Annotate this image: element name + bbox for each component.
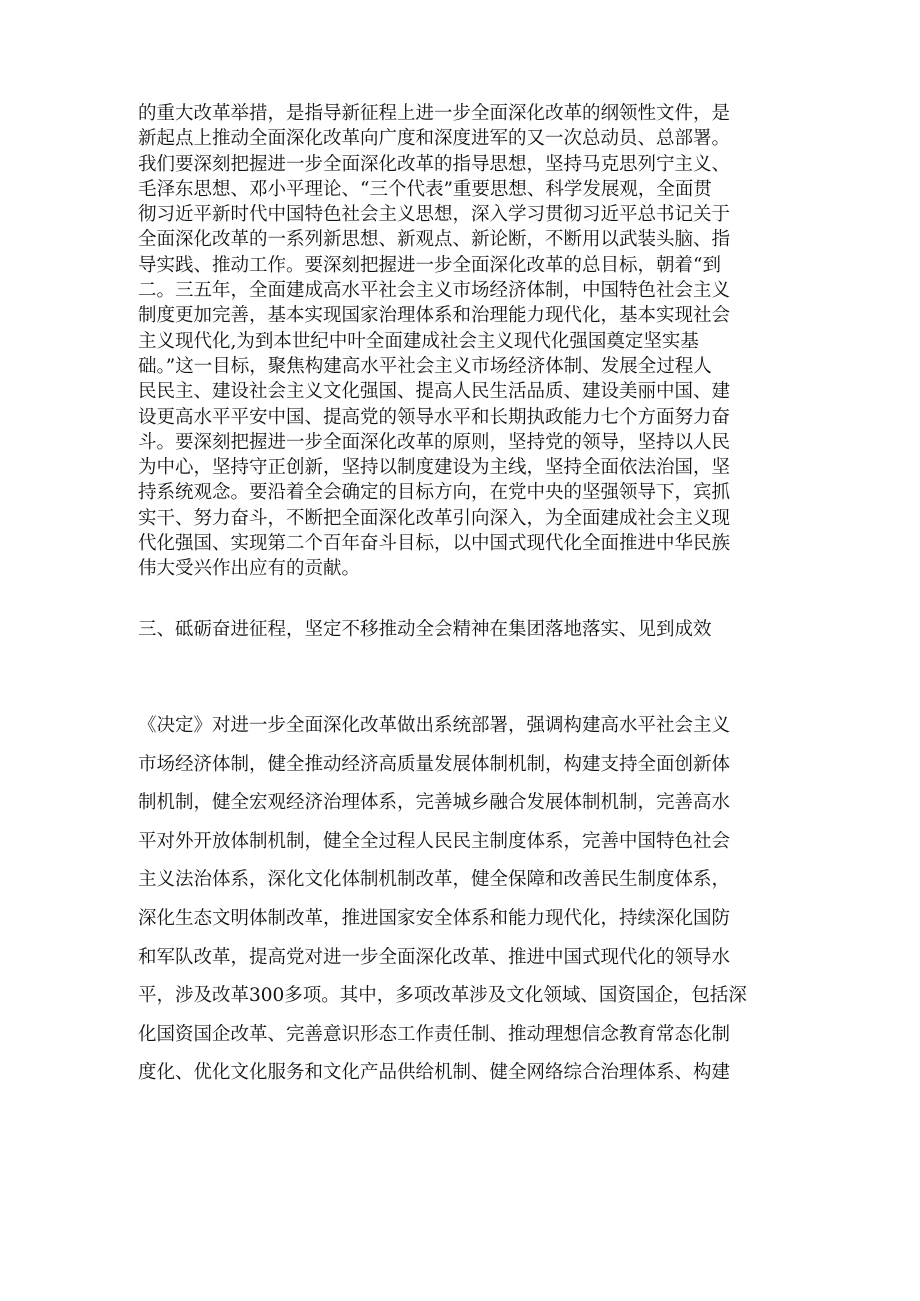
paragraph-line: 平，涉及改革300多项。其中，多项改革涉及文化领域、国资国企，包括深 xyxy=(138,985,747,1007)
paragraph-line: 《决定》对进一步全面深化改革做出系统部署，强调构建高水平社会主义 xyxy=(138,715,731,736)
paragraph-line: 度化、优化文化服务和文化产品供给机制、健全网络综合治理体系、构建 xyxy=(138,1062,731,1084)
paragraph-line: 代化强国、实现第二个百年奋斗目标，以中国式现代化全面推进中华民族 xyxy=(138,533,731,555)
paragraph-line: 化国资国企改革、完善意识形态工作责任制、推动理想信念教育常态化制 xyxy=(138,1023,731,1045)
paragraph-line: 设更高水平平安中国、提高党的领导水平和长期执政能力七个方面努力奋 xyxy=(138,406,731,428)
paragraph-line: 导实践、推动工作。要深刻把握进一步全面深化改革的总目标，朝着“到 xyxy=(138,254,721,276)
paragraph-line: 二。三五年，全面建成高水平社会主义市场经济体制，中国特色社会主义 xyxy=(138,280,731,302)
paragraph-line: 毛泽东思想、邓小平理论、“三个代表”重要思想、科学发展观，全面贯 xyxy=(138,178,712,200)
paragraph-line: 新起点上推动全面深化改革向广度和深度进军的又一次总动员、总部署。 xyxy=(138,128,731,150)
paragraph-line: 深化生态文明体制改革，推进国家安全体系和能力现代化，持续深化国防 xyxy=(138,907,731,929)
paragraph-line: 斗。要深刻把握进一步全面深化改革的原则，坚持党的领导，坚持以人民 xyxy=(138,431,731,453)
paragraph-line: 的重大改革举措，是指导新征程上进一步全面深化改革的纲领性文件，是 xyxy=(138,103,731,124)
paragraph-line: 为中心，坚持守正创新，坚持以制度建设为主线，坚持全面依法治国，坚 xyxy=(138,457,731,479)
paragraph-line: 民民主、建设社会主义文化强国、提高人民生活品质、建设美丽中国、建 xyxy=(138,381,731,403)
paragraph-line: 主义现代化,为到本世纪中叶全面建成社会主义现代化强国奠定坚实基 xyxy=(138,330,699,352)
paragraph-line: 彻习近平新时代中国特色社会主义思想，深入学习贯彻习近平总书记关于 xyxy=(138,204,731,226)
paragraph-line: 我们要深刻把握进一步全面深化改革的指导思想，坚持马克思列宁主义、 xyxy=(138,153,731,175)
paragraph-line: 平对外开放体制机制，健全全过程人民民主制度体系，完善中国特色社会 xyxy=(138,830,731,852)
paragraph-line: 制度更加完善，基本实现国家治理体系和治理能力现代化，基本实现社会 xyxy=(138,305,731,327)
paragraph-line: 持系统观念。要沿着全会确定的目标方向，在党中央的坚强领导下，宾抓 xyxy=(138,482,731,504)
paragraph-line: 制机制，健全宏观经济治理体系，完善城乡融合发展体制机制，完善高水 xyxy=(138,792,731,814)
paragraph-2 xyxy=(138,707,798,1093)
paragraph-line: 市场经济体制，健全推动经济高质量发展体制机制，构建支持全面创新体 xyxy=(138,753,731,775)
paragraph-line: 伟大受兴作出应有的贡献。 xyxy=(138,558,361,580)
paragraph-line: 主义法治体系，深化文化体制机制改革，健全保障和改善民生制度体系， xyxy=(138,869,731,891)
section-heading: 三、砥砺奋进征程，坚定不移推动全会精神在集团落地落实、见到成效 xyxy=(138,619,712,640)
paragraph-1 xyxy=(138,101,790,582)
paragraph-line: 和军队改革，提高党对进一步全面深化改革、推进中国式现代化的领导水 xyxy=(138,946,731,968)
paragraph-line: 实干、努力奋斗，不断把全面深化改革引向深入，为全面建成社会主义现 xyxy=(138,507,731,529)
paragraph-line: 全面深化改革的一系列新思想、新观点、新论断，不断用以武装头脑、指 xyxy=(138,229,731,251)
paragraph-line: 础。”这一目标，聚焦构建高水平社会主义市场经济体制、发展全过程人 xyxy=(138,355,712,377)
